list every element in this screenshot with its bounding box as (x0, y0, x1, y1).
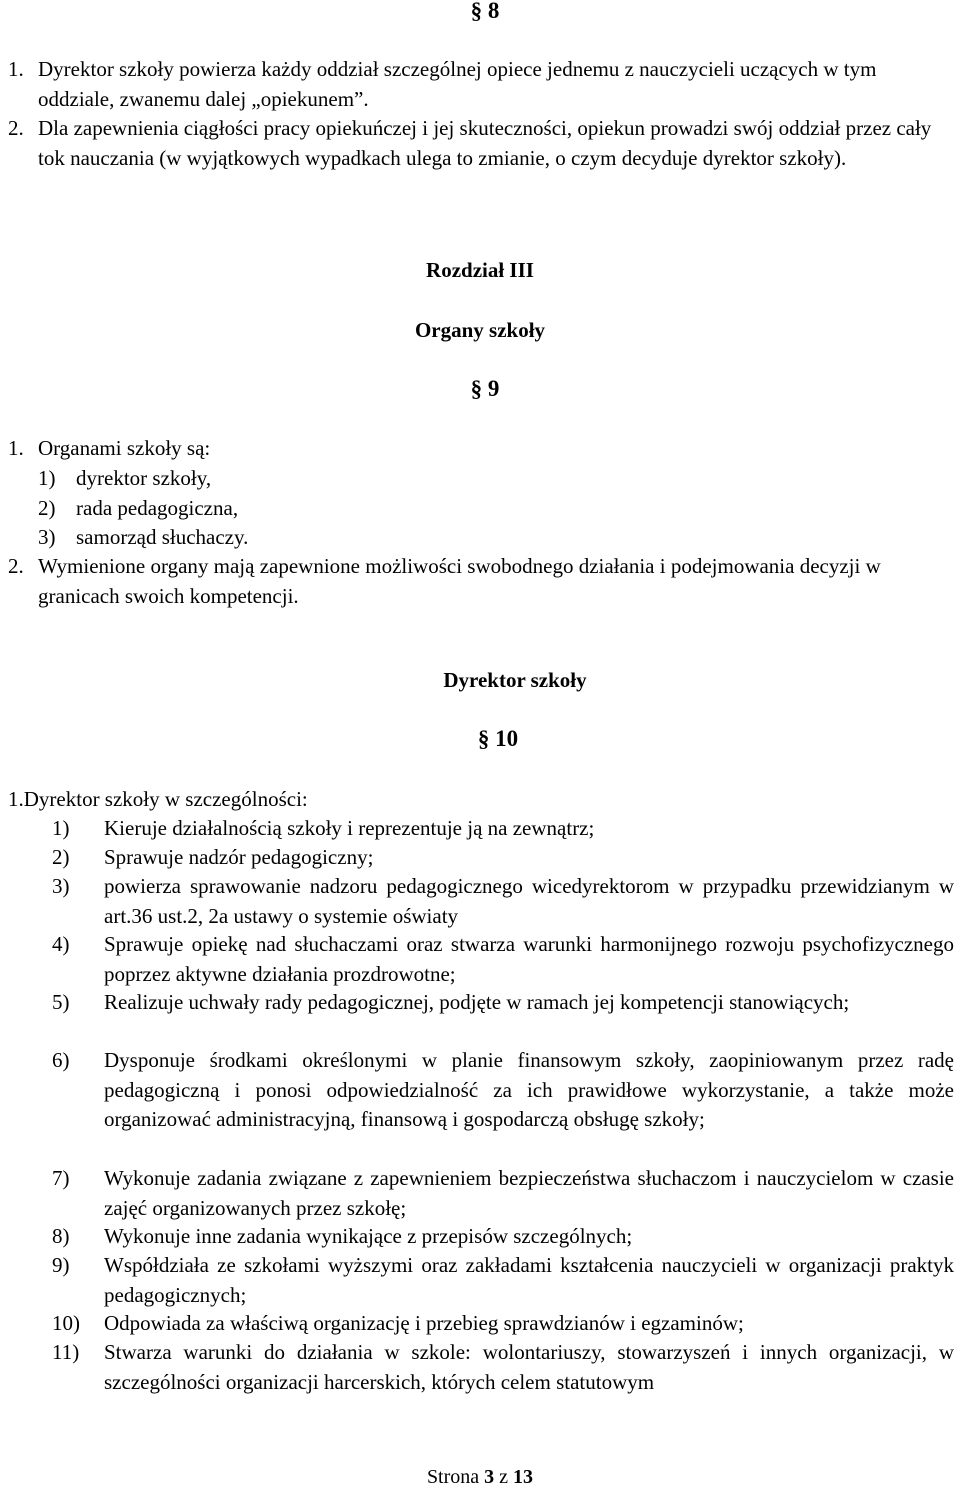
section-9-paragraph-2 (8, 552, 954, 611)
duty-item-3: 3) powierza sprawowanie nadzoru pedagogicznego wicedyrektorom w przypadku przewidzianym w art.36 ust.2, 2a ustawy o systemie oświaty (52, 874, 954, 928)
section-8-paragraph-2 (8, 114, 954, 173)
paragraph-text: Dyrektor szkoły powierza każdy oddział szczególnej opiece jednemu z nauczycieli uczących w tym oddziale, zwanemu dalej „opiekunem”. (38, 57, 877, 111)
duty-item-5: 5) Realizuje uchwały rady pedagogicznej, podjęte w ramach jej kompetencji stanowiących; (52, 990, 850, 1014)
paragraph-number: 1. (8, 57, 24, 81)
section-10-heading: § 10 (477, 726, 519, 751)
paragraph-number: 2. (8, 116, 24, 140)
footer-separator: z (499, 1466, 509, 1488)
section-8-heading: § 8 (470, 0, 500, 23)
paragraph-number: 1. (8, 436, 24, 460)
duty-item-4: 4) Sprawuje opiekę nad słuchaczami oraz stwarza warunki harmonijnego rozwoju psychofizycznego poprzez aktywne działania prozdrowotne; (52, 932, 954, 986)
section-8-paragraph-1 (8, 55, 954, 114)
duty-item-2: 2) Sprawuje nadzór pedagogiczny; (52, 845, 374, 869)
duty-item-11: 11) Stwarza warunki do działania w szkole: wolontariuszy, stowarzyszeń i innych organizacji, w szczególności organizacji harcerskich, których celem statutowym (52, 1340, 954, 1394)
director-title: Dyrektor szkoły (443, 668, 587, 692)
total-pages-number: 13 (513, 1466, 534, 1488)
paragraph-text: Organami szkoły są: (38, 436, 211, 460)
section-9-heading: § 9 (470, 376, 500, 401)
document-page: § 8 1. Dyrektor szkoły powierza każdy oddział szczególnej opiece jednemu z nauczycieli uczących w tym oddziale, zwanemu dalej „opiekunem”. 2. Dla zapewnienia ciągłości pracy opiekuńczej i jej skuteczności, opiekun prowadzi swój oddział przez cały tok nauczania (w wyjątkowych wypadkach ulega to zmianie, o czym decyduje dyrektor szkoły). Rozdział III Organy szkoły § 9 1. Organami szkoły są: 1) dyrektor szkoły, 2) rada pedagogiczna, 3) samorząd słuchaczy. 2. Wymienione organy mają zapewnione możliwości swobodnego działania i podejmowania decyzji w granicach swoich kompetencji. Dyrektor szkoły § 10 1.Dyrektor szkoły w szczególności: 1) Kieruje działalnością szkoły i reprezentuje ją na zewnątrz; 2) Sprawuje nadzór pedagogiczny; 3) powierza sprawowanie nadzoru pedagogicznego wicedyrektorom w przypadku przewidzianym w art.36 ust.2, 2a ustawy o systemie oświaty 4) Sprawuje opiekę nad słuchaczami oraz stwarza warunki harmonijnego rozwoju psychofizycznego poprzez aktywne działania prozdrowotne; 5) Realizuje uchwały rady pedagogicznej, podjęte w ramach jej kompetencji stanowiących; 6) Dysponuje środkami określonymi w planie finansowym szkoły, zaopiniowanym przez radę pedagogiczną i ponosi odpowiedzialność za ich prawidłowe wykorzystanie, a także może organizować administracyjną, finansową i gospodarczą obsługę szkoły; 7) Wykonuje zadania związane z zapewnieniem bezpieczeństwa słuchaczom i nauczycielom w czasie zajęć organizowanych przez szkołę; 8) Wykonuje inne zadania wynikające z przepisów szczególnych; 9) Współdziała ze szkołami wyższymi oraz zakładami kształcenia nauczycieli w organizacji praktyk pedagogicznych; 10) Odpowiada za właściwą organizację i przebieg sprawdzianów i egzaminów; 11) Stwarza warunki do działania w szkole: wolontariuszy, stowarzyszeń i innych organizacji, w szczególności organizacji harcerskich, których celem statutowym Strona 3 z 13 (0, 0, 960, 1491)
current-page-number: 3 (484, 1466, 495, 1488)
section-10-intro: 1.Dyrektor szkoły w szczególności: (8, 787, 308, 811)
chapter-subtitle: Organy szkoły (414, 318, 546, 342)
paragraph-text: Dla zapewnienia ciągłości pracy opiekuńczej i jej skuteczności, opiekun prowadzi swój oddział przez cały tok nauczania (w wyjątkowych wypadkach ulega to zmianie, o czym decyduje dyrektor szkoły). (38, 116, 932, 170)
duty-item-9: 9) Współdziała ze szkołami wyższymi oraz zakładami kształcenia nauczycieli w organizacji praktyk pedagogicznych; (52, 1253, 954, 1307)
duty-item-10: 10) Odpowiada za właściwą organizację i przebieg sprawdzianów i egzaminów; (52, 1311, 744, 1335)
section-9-paragraph-1 (8, 434, 954, 464)
page-footer (0, 1466, 960, 1489)
paragraph-number: 2. (8, 554, 24, 578)
duty-item-7: 7) Wykonuje zadania związane z zapewnieniem bezpieczeństwa słuchaczom i nauczycielom w czasie zajęć organizowanych przez szkołę; (52, 1166, 954, 1220)
duty-item-8: 8) Wykonuje inne zadania wynikające z przepisów szczególnych; (52, 1224, 633, 1248)
duty-item-1: 1) Kieruje działalnością szkoły i reprezentuje ją na zewnątrz; (52, 816, 595, 840)
chapter-title: Rozdział III (426, 258, 534, 282)
duty-item-6: 6) Dysponuje środkami określonymi w planie finansowym szkoły, zaopiniowanym przez radę pedagogiczną i ponosi odpowiedzialność za ich prawidłowe wykorzystanie, a także może organizować administracyjną, finansową i gospodarczą obsługę szkoły; (52, 1048, 954, 1131)
footer-label: Strona (426, 1466, 480, 1488)
paragraph-text: Wymienione organy mają zapewnione możliwości swobodnego działania i podejmowania decyzji w granicach swoich kompetencji. (38, 554, 881, 608)
